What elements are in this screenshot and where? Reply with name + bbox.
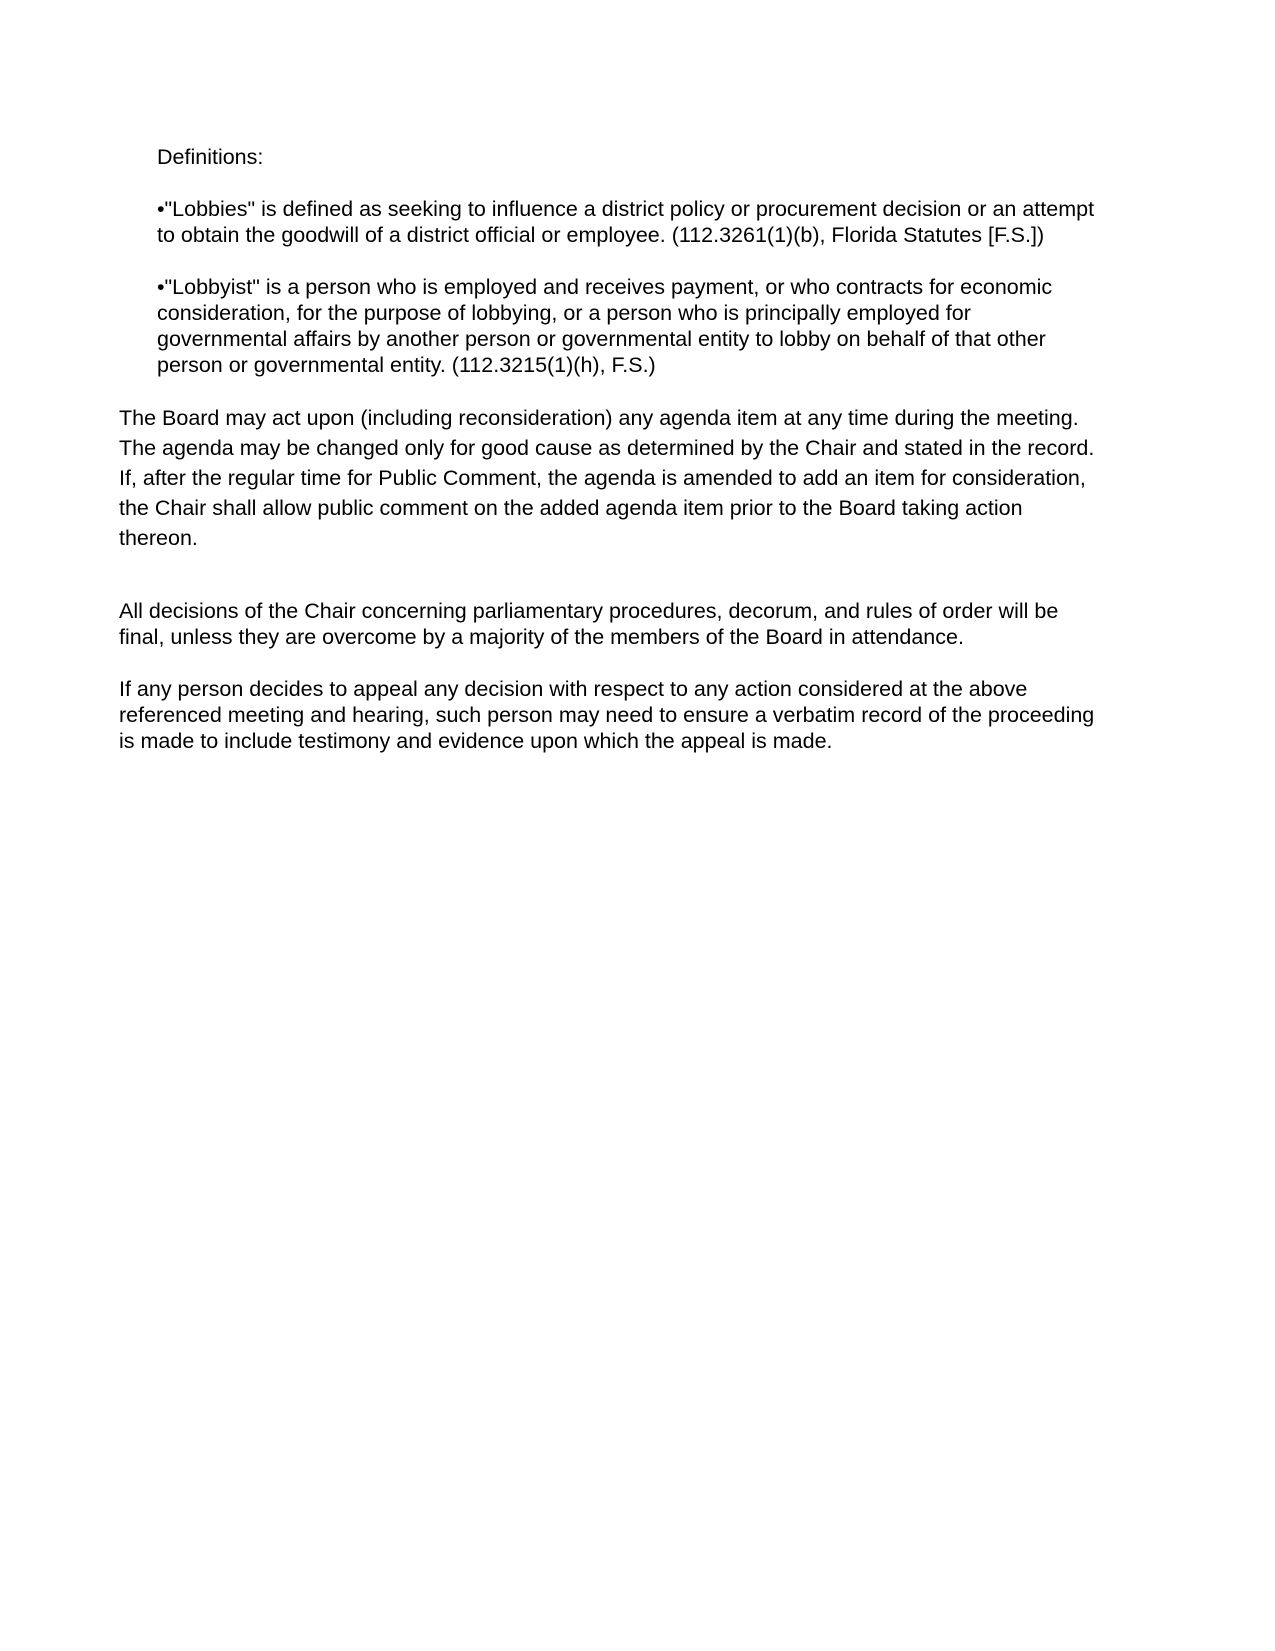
text-line: consideration, for the purpose of lobbying, or a person who is principally employed for bbox=[157, 301, 971, 325]
text-line: governmental affairs by another person or governmental entity to lobby on behalf of that other bbox=[157, 327, 1046, 351]
text-line: referenced meeting and hearing, such person may need to ensure a verbatim record of the proceeding bbox=[119, 703, 1095, 727]
text-line: If any person decides to appeal any decision with respect to any action considered at the above bbox=[119, 677, 1028, 701]
text-line: thereon. bbox=[119, 526, 198, 550]
text-line: All decisions of the Chair concerning parliamentary procedures, decorum, and rules of order will be bbox=[119, 599, 1059, 623]
decisions-paragraph bbox=[119, 598, 1058, 650]
appeal-paragraph bbox=[119, 676, 1094, 754]
text-line: the Chair shall allow public comment on the added agenda item prior to the Board taking action bbox=[119, 496, 1023, 520]
text-line: is made to include testimony and evidence upon which the appeal is made. bbox=[119, 729, 833, 753]
text-line: person or governmental entity. (112.3215(1)(h), F.S.) bbox=[157, 353, 656, 377]
text-line: The agenda may be changed only for good cause as determined by the Chair and stated in the record. bbox=[119, 436, 1095, 460]
text-line: to obtain the goodwill of a district official or employee. (112.3261(1)(b), Florida Statutes [F.S.]) bbox=[157, 223, 1045, 247]
agenda-paragraph bbox=[119, 403, 1094, 553]
text-line: •"Lobbies" is defined as seeking to influence a district policy or procurement decision or an attempt bbox=[157, 197, 1095, 221]
lobbies-definition bbox=[157, 196, 1094, 248]
lobbyist-definition bbox=[157, 274, 1052, 378]
text-line: If, after the regular time for Public Comment, the agenda is amended to add an item for consideration, bbox=[119, 466, 1086, 490]
definitions-heading: Definitions: bbox=[157, 145, 264, 169]
text-line: final, unless they are overcome by a majority of the members of the Board in attendance. bbox=[119, 625, 964, 649]
text-line: •"Lobbyist" is a person who is employed and receives payment, or who contracts for economic bbox=[157, 275, 1053, 299]
text-line: The Board may act upon (including reconsideration) any agenda item at any time during the meeting. bbox=[119, 406, 1079, 430]
